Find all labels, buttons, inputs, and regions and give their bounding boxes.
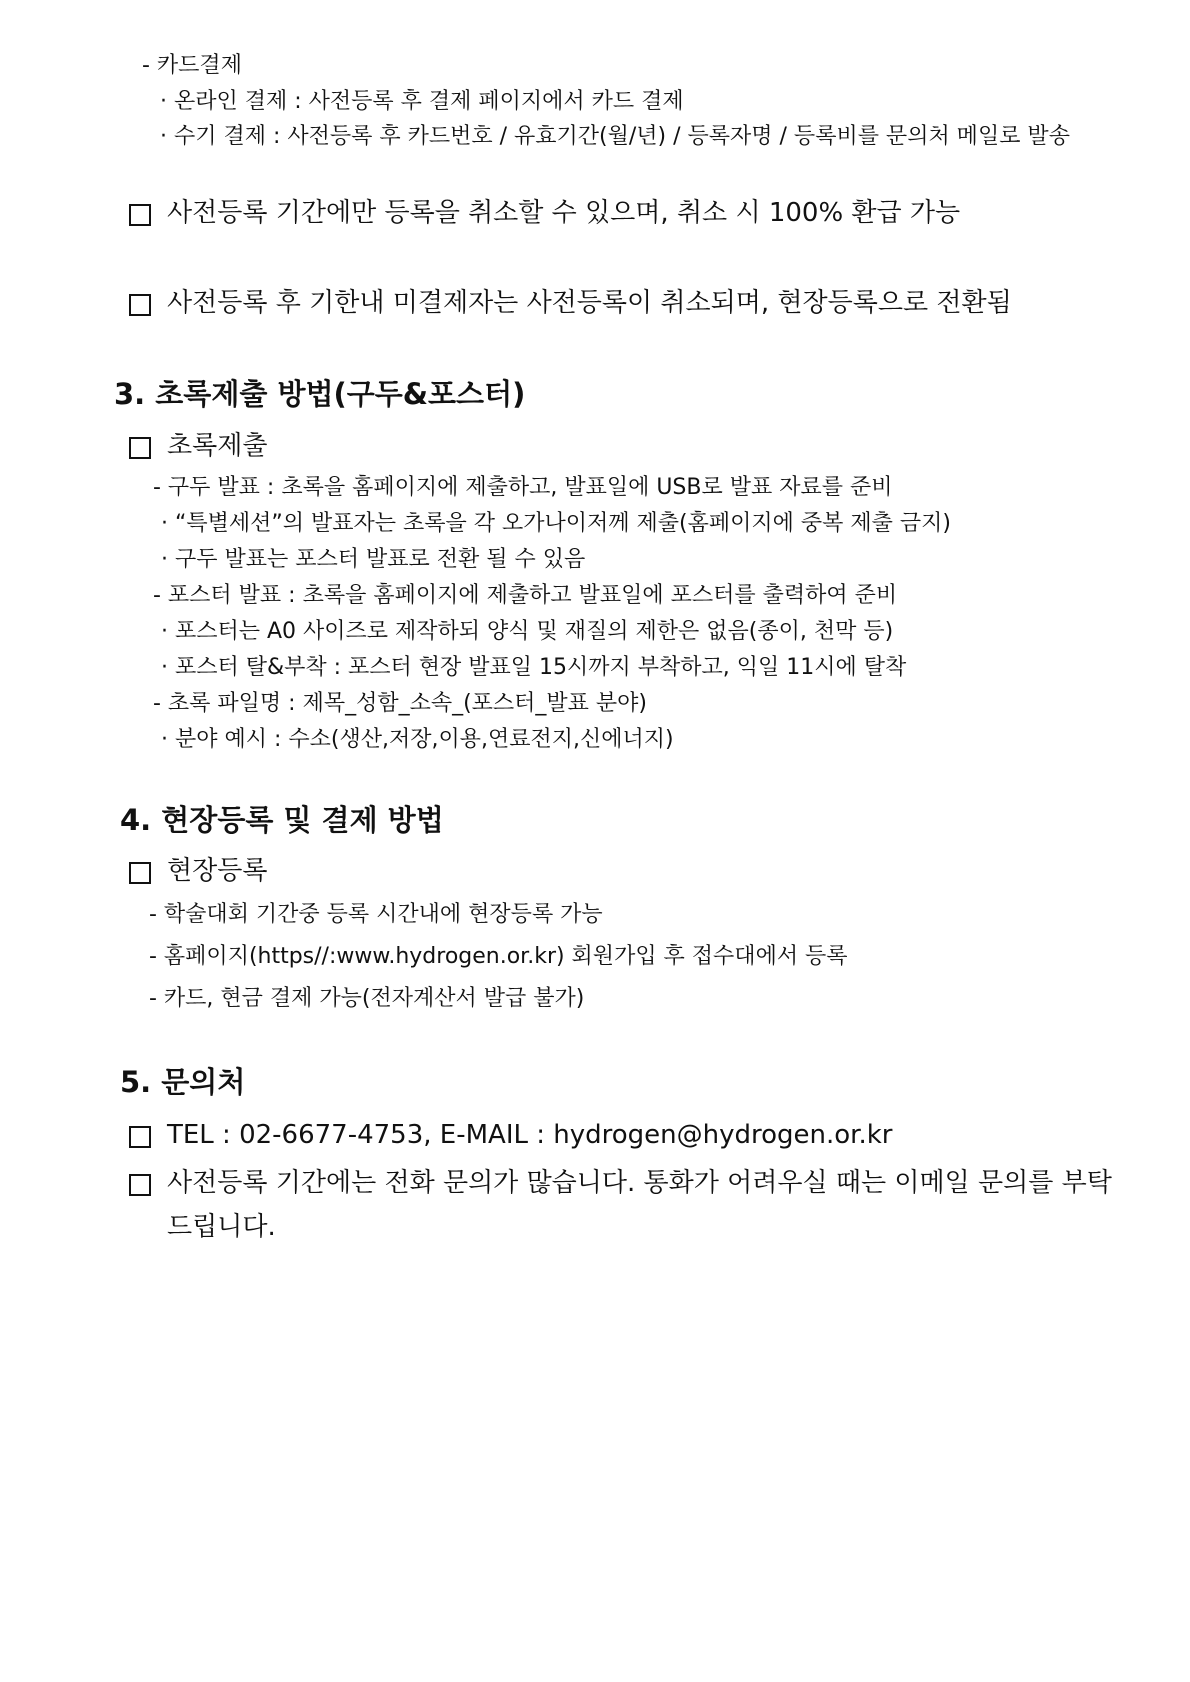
checkbox-icon <box>129 437 151 459</box>
checkbox-icon <box>129 294 151 316</box>
checkbox-icon <box>129 1126 151 1148</box>
cancel-note: 사전등록 기간에만 등록을 취소할 수 있으며, 취소 시 100% 환급 가능 <box>167 198 961 228</box>
section3-line: · 포스터 탈&부착 : 포스터 현장 발표일 15시까지 부착하고, 익일 11시에 탈착 <box>161 655 907 680</box>
contact-line: TEL : 02-6677-4753, E-MAIL : hydrogen@hydrogen.or.kr <box>167 1120 893 1150</box>
section3-line: · 포스터는 A0 사이즈로 제작하되 양식 및 재질의 제한은 없음(종이, 천막 등) <box>161 619 894 644</box>
section3-line: · “특별세션”의 발표자는 초록을 각 오가나이저께 제출(홈페이지에 중복 제출 금지) <box>161 511 951 536</box>
section3-line: · 분야 예시 : 수소(생산,저장,이용,연료전지,신에너지) <box>161 727 674 752</box>
section4-box-label: 현장등록 <box>167 856 268 886</box>
checkbox-icon <box>129 204 151 226</box>
card-payment-title: - 카드결제 <box>142 53 242 78</box>
section3-line: - 초록 파일명 : 제목_성함_소속_(포스터_발표 분야) <box>153 691 648 716</box>
section4-line: - 학술대회 기간중 등록 시간내에 현장등록 가능 <box>149 902 603 927</box>
section4-heading: 4. 현장등록 및 결제 방법 <box>120 803 444 837</box>
section3-heading: 3. 초록제출 방법(구두&포스터) <box>114 377 526 411</box>
inquiry-note-line2: 드립니다. <box>167 1212 276 1242</box>
checkbox-icon <box>129 862 151 884</box>
unpaid-note: 사전등록 후 기한내 미결제자는 사전등록이 취소되며, 현장등록으로 전환됨 <box>167 288 1012 318</box>
section3-line: · 구두 발표는 포스터 발표로 전환 될 수 있음 <box>161 547 586 572</box>
online-payment-line: · 온라인 결제 : 사전등록 후 결제 페이지에서 카드 결제 <box>160 89 684 114</box>
inquiry-note-line1: 사전등록 기간에는 전화 문의가 많습니다. 통화가 어려우실 때는 이메일 문의를 부탁 <box>167 1168 1112 1198</box>
checkbox-icon <box>129 1174 151 1196</box>
section5-heading: 5. 문의처 <box>120 1065 246 1099</box>
manual-payment-line: · 수기 결제 : 사전등록 후 카드번호 / 유효기간(월/년) / 등록자명 / 등록비를 문의처 메일로 발송 <box>160 124 1070 149</box>
section4-line: - 카드, 현금 결제 가능(전자계산서 발급 불가) <box>149 986 585 1011</box>
section3-line: - 구두 발표 : 초록을 홈페이지에 제출하고, 발표일에 USB로 발표 자료를 준비 <box>153 475 893 500</box>
section3-box-label: 초록제출 <box>167 431 268 461</box>
section4-line: - 홈페이지(https//:www.hydrogen.or.kr) 회원가입 후 접수대에서 등록 <box>149 944 848 969</box>
section3-line: - 포스터 발표 : 초록을 홈페이지에 제출하고 발표일에 포스터를 출력하여 준비 <box>153 583 898 608</box>
